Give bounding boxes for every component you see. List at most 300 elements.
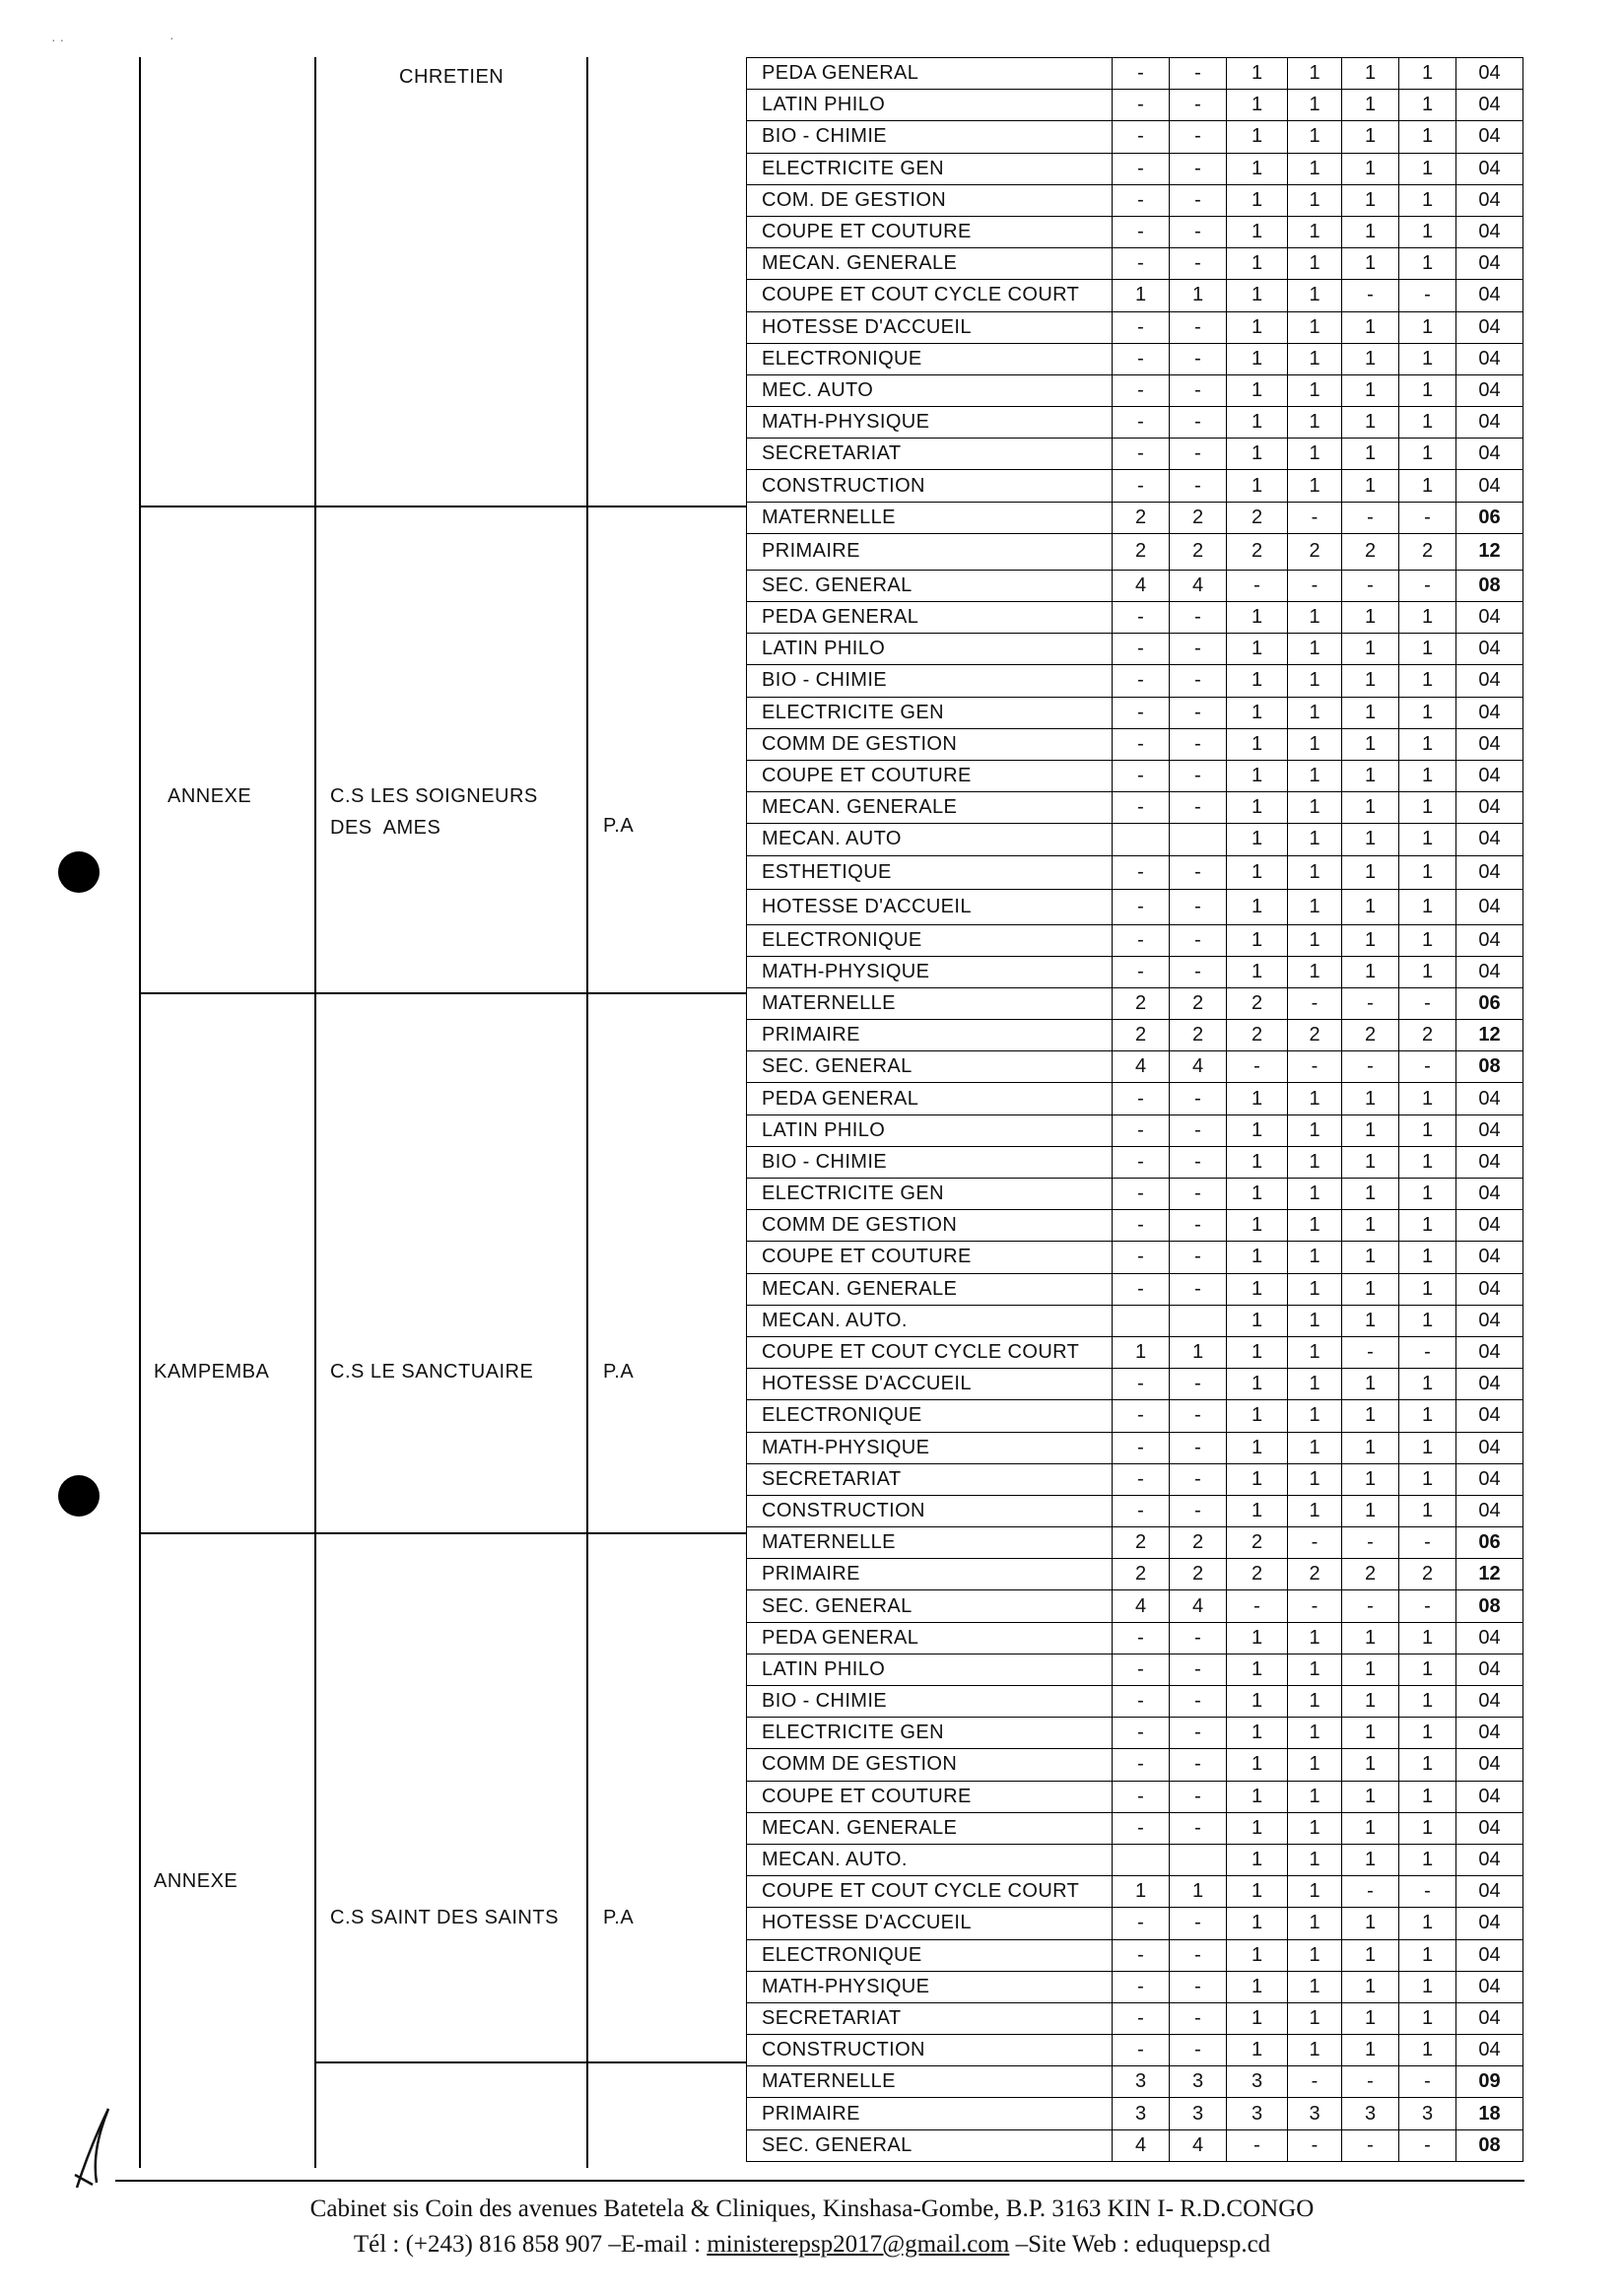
table-row [747,889,1523,924]
class-count-cell: 1 [1342,58,1399,90]
block-separator [139,1532,746,1534]
class-count-cell: 1 [1399,1400,1456,1432]
class-count-cell [1113,1305,1170,1336]
class-count-cell: - [1170,956,1227,987]
class-count-cell: 3 [1227,2098,1288,2129]
class-count-cell: - [1113,889,1170,924]
class-count-cell: 1 [1288,924,1342,956]
class-count-cell: 1 [1227,855,1288,889]
option-name-cell: ELECTRICITE GEN [747,697,1113,728]
class-count-cell: - [1399,280,1456,311]
class-count-cell: 1 [1399,1463,1456,1495]
class-count-cell: - [1399,502,1456,533]
class-count-cell: 1 [1227,1179,1288,1210]
class-count-cell: 1 [1342,1273,1399,1305]
option-name-cell: MATERNELLE [747,987,1113,1019]
class-count-cell: - [1399,2066,1456,2098]
class-count-cell: - [1113,1939,1170,1971]
class-count-cell: 1 [1342,728,1399,760]
class-count-cell: 1 [1288,470,1342,502]
class-count-cell: 1 [1342,634,1399,665]
total-cell: 18 [1456,2098,1523,2129]
total-cell: 04 [1456,1781,1523,1812]
class-count-cell: 1 [1288,1179,1342,1210]
class-count-cell: - [1170,1654,1227,1685]
table-row [747,121,1523,153]
class-count-cell: 1 [1399,121,1456,153]
option-name-cell: ELECTRONIQUE [747,343,1113,374]
class-count-cell: 1 [1342,1844,1399,1875]
class-count-cell: 1 [1342,1781,1399,1812]
class-count-cell: 1 [1288,697,1342,728]
table-row [747,2035,1523,2066]
class-count-cell: - [1170,1432,1227,1463]
class-count-cell: 1 [1399,1242,1456,1273]
class-count-cell: 1 [1227,1242,1288,1273]
total-cell: 04 [1456,956,1523,987]
class-count-cell: 1 [1227,889,1288,924]
footer-contact [0,2231,1624,2259]
option-name-cell: ESTHETIQUE [747,855,1113,889]
class-count-cell: 4 [1113,1051,1170,1083]
class-count-cell: - [1170,1686,1227,1718]
total-cell: 04 [1456,1622,1523,1654]
option-name-cell: ELECTRICITE GEN [747,1179,1113,1210]
table-row [747,502,1523,533]
class-count-cell: 1 [1227,1400,1288,1432]
total-cell: 04 [1456,216,1523,247]
class-count-cell: 2 [1113,1559,1170,1590]
table-row [747,248,1523,280]
option-name-cell: HOTESSE D'ACCUEIL [747,889,1113,924]
class-count-cell: - [1342,1876,1399,1908]
class-count-cell: - [1342,2066,1399,2098]
table-row [747,824,1523,855]
class-count-cell: 1 [1342,311,1399,343]
class-count-cell: 1 [1227,1812,1288,1844]
class-count-cell: 2 [1113,987,1170,1019]
class-count-cell: 1 [1227,792,1288,824]
class-count-cell: 1 [1399,889,1456,924]
footer-phone: Tél : (+243) 816 858 907 –E-mail : [353,2231,708,2258]
class-count-cell: 1 [1342,184,1399,216]
table-row [747,1242,1523,1273]
class-count-cell: - [1288,502,1342,533]
total-cell: 08 [1456,570,1523,601]
class-count-cell: - [1113,1781,1170,1812]
total-cell: 04 [1456,1812,1523,1844]
school-column-divider [314,57,316,2168]
option-name-cell: ELECTRONIQUE [747,1400,1113,1432]
class-count-cell: 1 [1342,1654,1399,1685]
class-count-cell: - [1342,987,1399,1019]
option-name-cell: COUPE ET COUTURE [747,1781,1113,1812]
class-count-cell: - [1170,58,1227,90]
class-count-cell: 1 [1399,760,1456,791]
class-count-cell: 1 [1288,1305,1342,1336]
class-count-cell: - [1170,248,1227,280]
class-count-cell: 2 [1288,533,1342,570]
table-row [747,1844,1523,1875]
class-count-cell: - [1342,1051,1399,1083]
class-count-cell: 1 [1342,407,1399,439]
option-name-cell: PEDA GENERAL [747,1622,1113,1654]
class-count-cell: 1 [1342,602,1399,634]
class-count-cell: - [1342,570,1399,601]
class-count-cell: - [1342,502,1399,533]
class-count-cell: 4 [1113,570,1170,601]
class-count-cell: 1 [1288,1812,1342,1844]
class-count-cell: 2 [1170,502,1227,533]
class-count-cell: 1 [1227,728,1288,760]
footer-website: –Site Web : eduquepsp.cd [1009,2231,1271,2258]
option-name-cell: MATERNELLE [747,502,1113,533]
punch-hole-top [58,851,100,893]
total-cell: 04 [1456,153,1523,184]
class-count-cell: 1 [1342,889,1399,924]
table-row [747,1622,1523,1654]
total-cell: 04 [1456,602,1523,634]
option-name-cell: MATH-PHYSIQUE [747,1432,1113,1463]
school-name: C.S LES SOIGNEURS DES AMES [330,785,538,839]
class-count-cell: - [1288,570,1342,601]
class-count-cell: 1 [1227,1432,1288,1463]
class-count-cell: 1 [1227,697,1288,728]
level-label: ANNEXE [168,785,252,807]
class-count-cell: - [1399,1527,1456,1559]
table-row [747,311,1523,343]
total-cell: 04 [1456,792,1523,824]
class-count-cell: 1 [1342,1083,1399,1114]
total-cell: 04 [1456,1749,1523,1781]
class-count-cell: 1 [1288,634,1342,665]
option-name-cell: SEC. GENERAL [747,570,1113,601]
class-count-cell: 1 [1399,470,1456,502]
class-count-cell: 2 [1170,1527,1227,1559]
class-count-cell: 1 [1342,1971,1399,2002]
class-count-cell: 2 [1342,533,1399,570]
class-count-cell: 1 [1399,602,1456,634]
option-name-cell: MECAN. GENERALE [747,1273,1113,1305]
class-count-cell: 2 [1227,533,1288,570]
class-count-cell [1113,824,1170,855]
option-name-cell: PEDA GENERAL [747,1083,1113,1114]
table-row [747,1781,1523,1812]
class-count-cell: 1 [1288,1146,1342,1178]
option-name-cell: MEC. AUTO [747,374,1113,406]
class-count-cell: - [1113,2035,1170,2066]
option-name-cell: BIO - CHIMIE [747,665,1113,697]
option-name-cell: SECRETARIAT [747,1463,1113,1495]
class-count-cell: - [1113,1495,1170,1526]
class-count-cell: - [1170,665,1227,697]
option-name-cell: SEC. GENERAL [747,2129,1113,2161]
level-label: ANNEXE [154,1870,238,1892]
class-count-cell: - [1113,184,1170,216]
table-row [747,1559,1523,1590]
class-count-cell: 1 [1227,184,1288,216]
class-count-cell: - [1170,90,1227,121]
table-row [747,634,1523,665]
class-count-cell: - [1113,311,1170,343]
class-count-cell: 1 [1288,1495,1342,1526]
total-cell: 04 [1456,1083,1523,1114]
option-name-cell: BIO - CHIMIE [747,121,1113,153]
class-count-cell: 1 [1288,1781,1342,1812]
table-row [747,1083,1523,1114]
class-count-cell: 2 [1227,502,1288,533]
total-cell: 04 [1456,665,1523,697]
class-count-cell: 1 [1399,697,1456,728]
class-count-cell: - [1113,1400,1170,1432]
class-count-cell: - [1170,1114,1227,1146]
class-count-cell: - [1399,1051,1456,1083]
class-count-cell: 1 [1288,1622,1342,1654]
class-count-cell: - [1288,2129,1342,2161]
class-count-cell: 1 [1288,1844,1342,1875]
total-cell: 04 [1456,1146,1523,1178]
class-count-cell: - [1288,2066,1342,2098]
class-count-cell: 1 [1227,90,1288,121]
class-count-cell: 1 [1170,280,1227,311]
option-name-cell: ELECTRONIQUE [747,924,1113,956]
table-row [747,1971,1523,2002]
class-count-cell: - [1113,602,1170,634]
class-count-cell: 1 [1288,90,1342,121]
class-count-cell: 1 [1342,2002,1399,2034]
total-cell: 04 [1456,1463,1523,1495]
total-cell: 04 [1456,1971,1523,2002]
class-count-cell: 1 [1288,1908,1342,1939]
table-row [747,1210,1523,1242]
class-count-cell: - [1170,1369,1227,1400]
class-count-cell: 1 [1227,1971,1288,2002]
class-count-cell: - [1227,1051,1288,1083]
table-row [747,533,1523,570]
class-count-cell: 1 [1288,1273,1342,1305]
table-row [747,1179,1523,1210]
option-name-cell: CONSTRUCTION [747,470,1113,502]
class-count-cell: 1 [1342,1622,1399,1654]
class-count-cell: 1 [1342,1686,1399,1718]
table-row [747,1686,1523,1718]
left-border-line [139,57,141,2168]
class-count-cell: 1 [1342,1718,1399,1749]
class-count-cell: 1 [1342,470,1399,502]
class-count-cell: 1 [1342,824,1399,855]
class-count-cell: 1 [1113,280,1170,311]
class-count-cell: 2 [1113,533,1170,570]
class-count-cell: - [1113,1971,1170,2002]
table-row [747,184,1523,216]
class-count-cell: 1 [1288,1749,1342,1781]
class-count-cell: 1 [1399,1369,1456,1400]
class-count-cell: 1 [1288,602,1342,634]
total-cell: 04 [1456,1179,1523,1210]
class-count-cell: 1 [1227,1876,1288,1908]
class-count-cell: 1 [1227,1908,1288,1939]
class-count-cell: 1 [1288,2002,1342,2034]
class-count-cell: 1 [1227,1686,1288,1718]
class-count-cell: - [1113,1908,1170,1939]
class-count-cell: 1 [1399,1781,1456,1812]
class-count-cell: - [1170,1400,1227,1432]
option-name-cell: HOTESSE D'ACCUEIL [747,1369,1113,1400]
option-name-cell: ELECTRICITE GEN [747,153,1113,184]
block-separator [139,992,746,994]
class-count-cell: 1 [1288,665,1342,697]
class-count-cell: - [1113,924,1170,956]
class-count-cell: - [1170,439,1227,470]
regime-label: P.A [603,1907,635,1928]
class-count-cell: 1 [1342,665,1399,697]
class-count-cell: 1 [1227,634,1288,665]
class-count-cell: 1 [1288,58,1342,90]
option-name-cell: HOTESSE D'ACCUEIL [747,1908,1113,1939]
class-count-cell: 1 [1227,1939,1288,1971]
total-cell: 04 [1456,1114,1523,1146]
class-count-cell: 1 [1227,1844,1288,1875]
class-count-cell: 1 [1227,1749,1288,1781]
class-count-cell: 3 [1113,2066,1170,2098]
class-count-cell: 1 [1399,1273,1456,1305]
punch-hole-bottom [58,1475,100,1517]
class-count-cell: 3 [1170,2098,1227,2129]
option-name-cell: PRIMAIRE [747,533,1113,570]
option-name-cell: COUPE ET COUTURE [747,216,1113,247]
class-count-cell: 1 [1227,216,1288,247]
class-count-cell: 2 [1170,1020,1227,1051]
class-count-cell: - [1170,1939,1227,1971]
option-name-cell: SECRETARIAT [747,439,1113,470]
class-count-cell: 1 [1227,1083,1288,1114]
option-name-cell: MECAN. AUTO. [747,1844,1113,1875]
total-cell: 04 [1456,343,1523,374]
option-name-cell: COM. DE GESTION [747,184,1113,216]
class-count-cell: 1 [1288,280,1342,311]
class-count-cell: 1 [1342,924,1399,956]
class-count-cell: 1 [1399,374,1456,406]
table-row [747,1908,1523,1939]
total-cell: 04 [1456,90,1523,121]
class-count-cell: 2 [1170,1559,1227,1590]
class-count-cell: - [1113,2002,1170,2034]
total-cell: 04 [1456,1654,1523,1685]
total-cell: 04 [1456,121,1523,153]
option-name-cell: SEC. GENERAL [747,1590,1113,1622]
table-row [747,924,1523,956]
class-count-cell: - [1113,728,1170,760]
class-count-cell: 1 [1342,343,1399,374]
footer-email-link[interactable]: ministerepsp2017@gmail.com [707,2231,1010,2258]
table-row [747,2066,1523,2098]
total-cell: 12 [1456,1559,1523,1590]
class-count-cell: - [1113,634,1170,665]
table-row [747,602,1523,634]
option-name-cell: BIO - CHIMIE [747,1146,1113,1178]
table-row [747,792,1523,824]
class-count-cell: - [1170,855,1227,889]
class-count-cell: 1 [1399,665,1456,697]
class-count-cell: 1 [1342,90,1399,121]
class-count-cell: - [1399,570,1456,601]
table-row [747,1305,1523,1336]
class-count-cell: 1 [1342,956,1399,987]
option-name-cell: MATERNELLE [747,1527,1113,1559]
class-count-cell: 2 [1399,1559,1456,1590]
class-count-cell: 1 [1342,1495,1399,1526]
class-count-cell: 1 [1342,1114,1399,1146]
total-cell: 04 [1456,1210,1523,1242]
class-count-cell: - [1113,1083,1170,1114]
class-count-cell: - [1113,1273,1170,1305]
class-count-cell: 1 [1399,1083,1456,1114]
class-count-cell: - [1113,1654,1170,1685]
table-row [747,1369,1523,1400]
class-count-cell: 1 [1342,121,1399,153]
class-count-cell: 1 [1399,1812,1456,1844]
class-count-cell: 1 [1342,1812,1399,1844]
class-count-cell: 1 [1227,2002,1288,2034]
class-count-cell: 1 [1288,1971,1342,2002]
class-count-cell: 1 [1399,1432,1456,1463]
class-count-cell: 1 [1227,153,1288,184]
class-count-cell: - [1113,1812,1170,1844]
class-count-cell: - [1170,1971,1227,2002]
class-count-cell: - [1113,1432,1170,1463]
class-count-cell: 2 [1288,1559,1342,1590]
class-count-cell: 1 [1399,184,1456,216]
class-count-cell: 1 [1227,760,1288,791]
table-row [747,280,1523,311]
total-cell: 04 [1456,1432,1523,1463]
class-count-cell: 1 [1288,311,1342,343]
option-name-cell: ELECTRONIQUE [747,1939,1113,1971]
class-count-cell: 1 [1227,1146,1288,1178]
class-count-cell: 1 [1227,470,1288,502]
class-count-cell: 1 [1113,1876,1170,1908]
class-count-cell: 1 [1227,2035,1288,2066]
class-count-cell: 1 [1227,1210,1288,1242]
class-count-cell: 1 [1170,1876,1227,1908]
class-count-cell: 1 [1399,634,1456,665]
class-count-cell: 1 [1288,824,1342,855]
class-count-cell: 1 [1342,439,1399,470]
class-count-cell: 1 [1342,792,1399,824]
table-row [747,1051,1523,1083]
table-row [747,2002,1523,2034]
option-name-cell: MECAN. GENERALE [747,248,1113,280]
class-count-cell: 1 [1227,439,1288,470]
total-cell: 04 [1456,407,1523,439]
class-count-cell: 1 [1288,153,1342,184]
class-count-cell: - [1170,1146,1227,1178]
total-cell: 04 [1456,1369,1523,1400]
total-cell: 04 [1456,311,1523,343]
class-count-cell: 1 [1288,1083,1342,1114]
class-count-cell: - [1113,153,1170,184]
class-count-cell: 1 [1399,1622,1456,1654]
option-name-cell: COUPE ET COUT CYCLE COURT [747,280,1113,311]
option-name-cell: COMM DE GESTION [747,728,1113,760]
class-count-cell: 1 [1342,2035,1399,2066]
class-count-cell: 1 [1399,1146,1456,1178]
class-count-cell: 1 [1227,665,1288,697]
footer-rule [115,2180,1524,2182]
class-count-cell: 2 [1399,1020,1456,1051]
class-count-cell: 2 [1113,502,1170,533]
class-count-cell: - [1170,1781,1227,1812]
